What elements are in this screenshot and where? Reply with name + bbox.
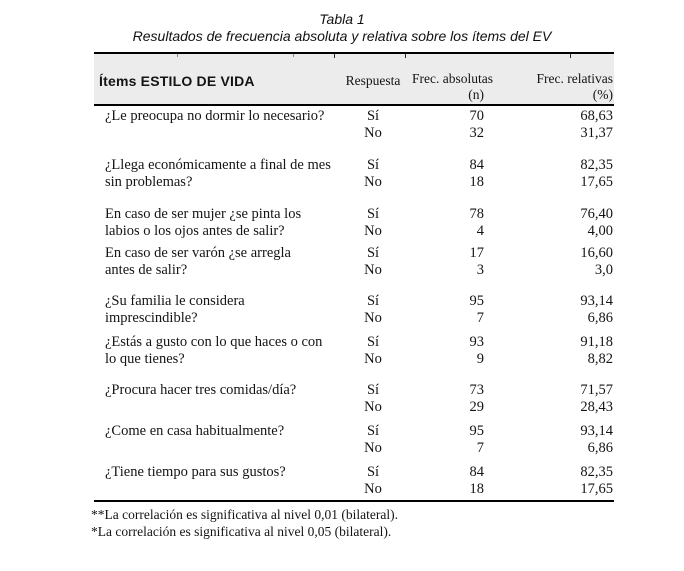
frec-absolutas-cell: 32 bbox=[469, 125, 484, 141]
table-row bbox=[94, 464, 614, 481]
question-cell: ¿Tiene tiempo para sus gustos? bbox=[105, 464, 286, 480]
table-row bbox=[94, 310, 614, 327]
frec-absolutas-cell: 84 bbox=[469, 157, 484, 173]
question-group bbox=[94, 245, 614, 279]
table-row bbox=[94, 351, 614, 368]
respuesta-cell: No bbox=[364, 440, 382, 456]
header-frec-relativas bbox=[484, 71, 613, 104]
header-frec-relativas-line1: Frec. relativas bbox=[536, 71, 613, 86]
column-divider-tick bbox=[405, 54, 406, 58]
column-divider-tick bbox=[177, 54, 178, 57]
question-group bbox=[94, 206, 614, 240]
frec-relativas-cell: 6,86 bbox=[587, 310, 613, 326]
table-row bbox=[94, 440, 614, 457]
frec-absolutas-cell: 95 bbox=[469, 293, 484, 309]
table-subtitle: Resultados de frecuencia absoluta y relativa sobre los ítems del EV bbox=[132, 28, 552, 44]
footnotes bbox=[91, 502, 684, 540]
table-row bbox=[94, 293, 614, 310]
frec-absolutas-cell: 17 bbox=[469, 245, 484, 261]
respuesta-cell: Sí bbox=[366, 293, 380, 309]
frec-absolutas-cell: 7 bbox=[476, 440, 484, 456]
frequency-table bbox=[94, 52, 614, 502]
question-cell: ¿Procura hacer tres comidas/día? bbox=[105, 382, 297, 398]
header-respuesta: Respuesta bbox=[345, 73, 401, 88]
frec-relativas-cell: 82,35 bbox=[580, 157, 613, 173]
question-group bbox=[94, 464, 614, 498]
table-caption bbox=[0, 0, 684, 45]
table-row bbox=[94, 334, 614, 351]
question-cell: antes de salir? bbox=[105, 262, 188, 278]
table-row bbox=[94, 399, 614, 416]
frec-absolutas-cell: 18 bbox=[469, 174, 484, 190]
frec-relativas-cell: 17,65 bbox=[580, 481, 613, 497]
frec-absolutas-cell: 84 bbox=[469, 464, 484, 480]
frec-absolutas-cell: 18 bbox=[469, 481, 484, 497]
frec-relativas-cell: 16,60 bbox=[580, 245, 613, 261]
frec-relativas-cell: 17,65 bbox=[580, 174, 613, 190]
table-row bbox=[94, 245, 614, 262]
question-cell bbox=[94, 125, 334, 142]
column-divider-tick bbox=[293, 54, 294, 57]
question-cell: ¿Su familia le considera bbox=[105, 293, 245, 309]
frec-relativas-cell: 4,00 bbox=[587, 223, 613, 239]
frec-absolutas-cell: 3 bbox=[476, 262, 484, 278]
column-divider-tick bbox=[570, 54, 571, 58]
table-row bbox=[94, 262, 614, 279]
question-cell bbox=[94, 399, 334, 416]
column-divider-tick bbox=[334, 54, 335, 58]
table-row bbox=[94, 382, 614, 399]
footnote-significance-001: **La correlación es significativa al nivel 0,01 (bilateral). bbox=[91, 507, 398, 522]
table-row bbox=[94, 206, 614, 223]
question-cell: lo que tienes? bbox=[105, 351, 185, 367]
frec-relativas-cell: 3,0 bbox=[594, 262, 613, 278]
question-group bbox=[94, 423, 614, 457]
frec-relativas-cell: 6,86 bbox=[587, 440, 613, 456]
table-row bbox=[94, 125, 614, 142]
frec-absolutas-cell: 29 bbox=[469, 399, 484, 415]
frec-relativas-cell: 76,40 bbox=[580, 206, 613, 222]
frec-relativas-cell: 28,43 bbox=[580, 399, 613, 415]
frec-relativas-cell: 82,35 bbox=[580, 464, 613, 480]
question-cell: En caso de ser varón ¿se arregla bbox=[105, 245, 291, 261]
header-frec-relativas-line2: (%) bbox=[592, 87, 613, 102]
frec-relativas-cell: 71,57 bbox=[580, 382, 613, 398]
table-title: Tabla 1 bbox=[319, 11, 365, 27]
question-cell: labios o los ojos antes de salir? bbox=[105, 223, 285, 239]
question-group bbox=[94, 293, 614, 327]
question-cell: ¿Le preocupa no dormir lo necesario? bbox=[105, 108, 325, 124]
respuesta-cell: Sí bbox=[366, 464, 380, 480]
footnote-significance-005: *La correlación es significativa al nivel 0,05 (bilateral). bbox=[91, 524, 392, 539]
respuesta-cell: No bbox=[364, 351, 382, 367]
header-frec-absolutas-line1: Frec. absolutas bbox=[412, 71, 493, 86]
frec-absolutas-cell: 7 bbox=[476, 310, 484, 326]
question-cell: En caso de ser mujer ¿se pinta los bbox=[105, 206, 302, 222]
table-row bbox=[94, 223, 614, 240]
frec-relativas-cell: 31,37 bbox=[580, 125, 613, 141]
frec-absolutas-cell: 4 bbox=[476, 223, 484, 239]
header-frec-absolutas-line2: (n) bbox=[468, 87, 484, 102]
frec-relativas-cell: 93,14 bbox=[580, 423, 613, 439]
frec-absolutas-cell: 70 bbox=[469, 108, 484, 124]
table-row bbox=[94, 157, 614, 174]
respuesta-cell: No bbox=[364, 481, 382, 497]
question-cell: ¿Estás a gusto con lo que haces o con bbox=[105, 334, 323, 350]
frec-absolutas-cell: 9 bbox=[476, 351, 484, 367]
frec-absolutas-cell: 93 bbox=[469, 334, 484, 350]
frec-relativas-cell: 93,14 bbox=[580, 293, 613, 309]
respuesta-cell: No bbox=[364, 262, 382, 278]
header-items-estilo-de-vida: Ítems ESTILO DE VIDA bbox=[99, 73, 255, 89]
respuesta-cell: Sí bbox=[366, 206, 380, 222]
frec-relativas-cell: 8,82 bbox=[587, 351, 613, 367]
table-row bbox=[94, 423, 614, 440]
table-row bbox=[94, 174, 614, 191]
respuesta-cell: Sí bbox=[366, 245, 380, 261]
respuesta-cell: No bbox=[364, 399, 382, 415]
respuesta-cell: No bbox=[364, 310, 382, 326]
question-cell: imprescindible? bbox=[105, 310, 198, 326]
question-cell: sin problemas? bbox=[105, 174, 193, 190]
question-cell bbox=[94, 440, 334, 457]
respuesta-cell: Sí bbox=[366, 423, 380, 439]
question-cell: ¿Llega económicamente a final de mes bbox=[105, 157, 331, 173]
table-header-row bbox=[94, 54, 614, 106]
question-group bbox=[94, 157, 614, 191]
question-group bbox=[94, 334, 614, 368]
frec-relativas-cell: 91,18 bbox=[580, 334, 613, 350]
question-cell: ¿Come en casa habitualmente? bbox=[105, 423, 285, 439]
respuesta-cell: No bbox=[364, 174, 382, 190]
question-group bbox=[94, 382, 614, 416]
frec-relativas-cell: 68,63 bbox=[580, 108, 613, 124]
table-row bbox=[94, 481, 614, 498]
respuesta-cell: Sí bbox=[366, 382, 380, 398]
respuesta-cell: No bbox=[364, 223, 382, 239]
table-body bbox=[94, 106, 614, 498]
respuesta-cell: No bbox=[364, 125, 382, 141]
frec-absolutas-cell: 73 bbox=[469, 382, 484, 398]
question-cell bbox=[94, 481, 334, 498]
respuesta-cell: Sí bbox=[366, 108, 380, 124]
question-group bbox=[94, 108, 614, 142]
respuesta-cell: Sí bbox=[366, 334, 380, 350]
frec-absolutas-cell: 78 bbox=[469, 206, 484, 222]
frec-absolutas-cell: 95 bbox=[469, 423, 484, 439]
respuesta-cell: Sí bbox=[366, 157, 380, 173]
table-row bbox=[94, 108, 614, 125]
header-frec-absolutas bbox=[412, 71, 493, 104]
